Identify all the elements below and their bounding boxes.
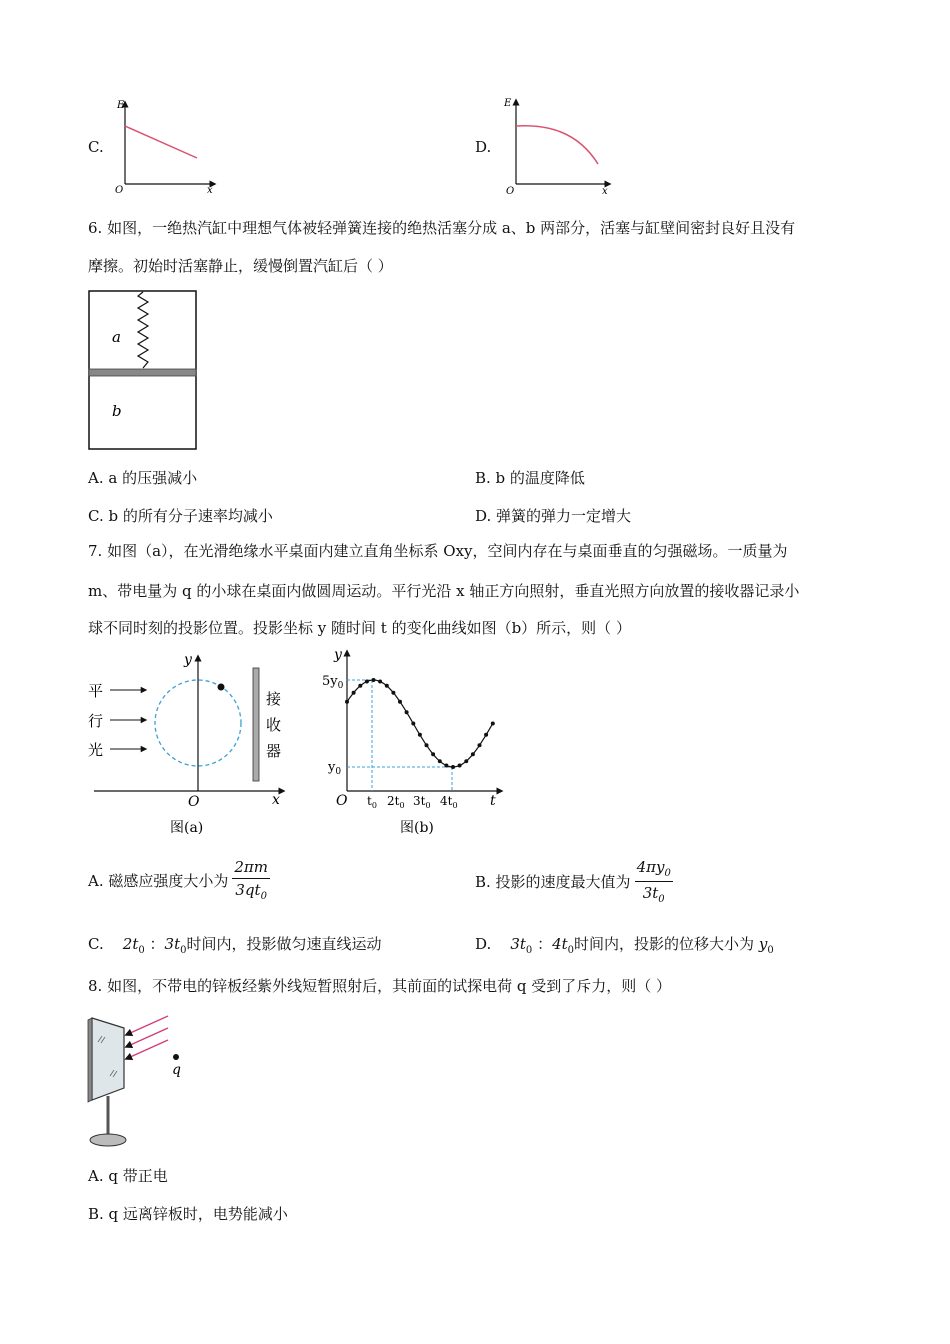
fraction-numerator-text: 4πy bbox=[636, 858, 665, 876]
data-point bbox=[372, 678, 376, 682]
data-point bbox=[438, 759, 442, 763]
data-point bbox=[464, 759, 468, 763]
math-term: 3t bbox=[510, 935, 526, 953]
light-label-char: 行 bbox=[88, 712, 104, 730]
q5-graph-c bbox=[105, 96, 225, 196]
data-point bbox=[418, 733, 422, 737]
fraction-denominator-text: 3t bbox=[642, 884, 659, 902]
light-label-char: 光 bbox=[88, 741, 104, 759]
q7-option-a-fraction bbox=[232, 858, 270, 902]
data-point bbox=[471, 752, 475, 756]
data-point bbox=[425, 743, 429, 747]
e-axis-label: E bbox=[504, 98, 512, 109]
data-point bbox=[365, 680, 369, 684]
data-point bbox=[405, 710, 409, 714]
q6-option-d: D. 弹簧的弹力一定增大 bbox=[475, 507, 632, 525]
test-charge bbox=[173, 1054, 179, 1060]
test-charge-label: q bbox=[172, 1062, 181, 1078]
x-axis-label: x bbox=[602, 186, 608, 197]
x-axis-label: x bbox=[272, 792, 280, 808]
piston bbox=[89, 369, 196, 376]
q7-option-a bbox=[88, 858, 270, 902]
q6-option-c: C. b 的所有分子速率均减小 bbox=[88, 507, 273, 525]
option-label: D. bbox=[475, 935, 492, 953]
subscript: 0 bbox=[138, 945, 145, 956]
y-t-curve bbox=[347, 680, 493, 767]
data-point bbox=[458, 764, 462, 768]
data-point bbox=[484, 733, 488, 737]
data-point bbox=[385, 684, 389, 688]
q8-stem: 8. 如图，不带电的锌板经紫外线短暂照射后，其前面的试探电荷 q 受到了斥力，则（ ） bbox=[88, 977, 671, 995]
q7-stem-line2: m、带电量为 q 的小球在桌面内做圆周运动。平行光沿 x 轴正方向照射，垂直光照方向放置的接收器记录小 bbox=[88, 582, 800, 600]
data-point bbox=[352, 691, 356, 695]
data-point bbox=[358, 684, 362, 688]
label-y0: $y_0$ bbox=[328, 760, 342, 777]
figure-a-caption: 图(a) bbox=[170, 820, 204, 836]
zinc-plate bbox=[92, 1018, 124, 1100]
fraction-denominator bbox=[233, 879, 269, 902]
tick-3t0: $3t_0$ bbox=[413, 794, 431, 810]
math-term: y bbox=[758, 935, 768, 953]
math-term: 3t bbox=[164, 935, 181, 953]
q5-graph-d bbox=[498, 94, 618, 198]
origin-label: O bbox=[115, 185, 124, 196]
receiver-label-char: 接 bbox=[266, 690, 282, 708]
x-axis-label: x bbox=[207, 185, 213, 196]
data-point bbox=[478, 743, 482, 747]
data-point bbox=[444, 764, 448, 768]
option-text: 时间内，投影的位移大小为 bbox=[574, 935, 755, 953]
zinc-plate-edge bbox=[88, 1018, 92, 1102]
receiver-label-char: 收 bbox=[266, 716, 282, 734]
tick-2t0: $2t_0$ bbox=[387, 794, 405, 810]
figure-b-caption: 图(b) bbox=[400, 820, 434, 836]
q7-option-c bbox=[88, 933, 382, 956]
tick-t0: $t_0$ bbox=[367, 794, 377, 810]
q7-figure-b bbox=[320, 645, 510, 845]
e-line bbox=[125, 126, 197, 158]
q8-option-a: A. q 带正电 bbox=[88, 1167, 168, 1185]
y-axis-label: y bbox=[334, 647, 342, 663]
charged-ball bbox=[218, 684, 225, 691]
subscript: 0 bbox=[525, 945, 533, 956]
q6-option-b: B. b 的温度降低 bbox=[475, 469, 585, 487]
t-axis-label: t bbox=[490, 793, 496, 809]
fraction-denominator bbox=[641, 882, 667, 905]
q5-option-d-label: D. bbox=[475, 138, 492, 156]
math-term: 2t bbox=[122, 935, 139, 953]
origin-label: O bbox=[506, 186, 515, 197]
light-label-char: 平 bbox=[88, 682, 104, 700]
data-point bbox=[398, 700, 402, 704]
subscript: 0 bbox=[658, 894, 665, 905]
q7-stem-line1: 7. 如图（a），在光滑绝缘水平桌面内建立直角坐标系 Oxy，空间内存在与桌面垂直的匀强磁场。一质量为 bbox=[88, 542, 788, 560]
data-point bbox=[491, 722, 495, 726]
q6-option-a: A. a 的压强减小 bbox=[88, 469, 198, 487]
option-text: 时间内，投影做匀速直线运动 bbox=[186, 935, 382, 953]
y-axis-label: y bbox=[184, 652, 192, 668]
receiver bbox=[253, 668, 259, 781]
q7-option-a-text: A. 磁感应强度大小为 bbox=[88, 871, 229, 890]
fraction-numerator: 2πm bbox=[232, 858, 270, 879]
q7-figure-a bbox=[88, 650, 298, 840]
math-colon: ： bbox=[149, 935, 165, 953]
q5-option-c-label: C. bbox=[88, 138, 104, 156]
data-point bbox=[391, 691, 395, 695]
subscript: 0 bbox=[664, 868, 671, 879]
q6-cylinder-figure bbox=[88, 290, 200, 452]
subscript: 0 bbox=[180, 945, 187, 956]
subscript: 0 bbox=[567, 945, 575, 956]
e-curve bbox=[516, 126, 598, 164]
region-b-label: b bbox=[112, 402, 122, 420]
q8-zinc-plate-figure bbox=[86, 1010, 196, 1152]
stand-base bbox=[90, 1134, 126, 1146]
fraction-denominator-text: 3qt bbox=[235, 881, 261, 899]
q8-option-b: B. q 远离锌板时，电势能减小 bbox=[88, 1205, 288, 1223]
q7-option-b-fraction bbox=[635, 858, 673, 905]
subscript: 0 bbox=[767, 945, 774, 956]
data-point bbox=[431, 752, 435, 756]
fraction-numerator bbox=[635, 858, 673, 882]
receiver-label-char: 器 bbox=[266, 742, 282, 760]
e-axis-label: E bbox=[117, 100, 125, 111]
q7-stem-line3: 球不同时刻的投影位置。投影坐标 y 随时间 t 的变化曲线如图（b）所示，则（ ） bbox=[88, 619, 631, 637]
tick-4t0: $4t_0$ bbox=[440, 794, 458, 810]
q7-option-d bbox=[475, 933, 774, 956]
data-point bbox=[345, 700, 349, 704]
data-point bbox=[451, 765, 455, 769]
subscript: 0 bbox=[260, 891, 267, 902]
label-5y0: $5y_0$ bbox=[322, 674, 344, 691]
q6-stem-line2: 摩擦。初始时活塞静止，缓慢倒置汽缸后（ ） bbox=[88, 257, 393, 275]
math-term: 4t bbox=[552, 935, 568, 953]
origin-label: O bbox=[188, 794, 200, 810]
origin-label: O bbox=[336, 793, 348, 809]
q6-stem-line1: 6. 如图，一绝热汽缸中理想气体被轻弹簧连接的绝热活塞分成 a、b 两部分，活塞与缸壁间密封良好且没有 bbox=[88, 219, 796, 237]
q7-option-b bbox=[475, 858, 673, 905]
option-label: C. bbox=[88, 935, 104, 953]
data-point bbox=[411, 722, 415, 726]
math-colon: ： bbox=[537, 935, 553, 953]
region-a-label: a bbox=[112, 328, 121, 346]
q7-option-b-text: B. 投影的速度最大值为 bbox=[475, 873, 631, 891]
data-point bbox=[378, 680, 382, 684]
